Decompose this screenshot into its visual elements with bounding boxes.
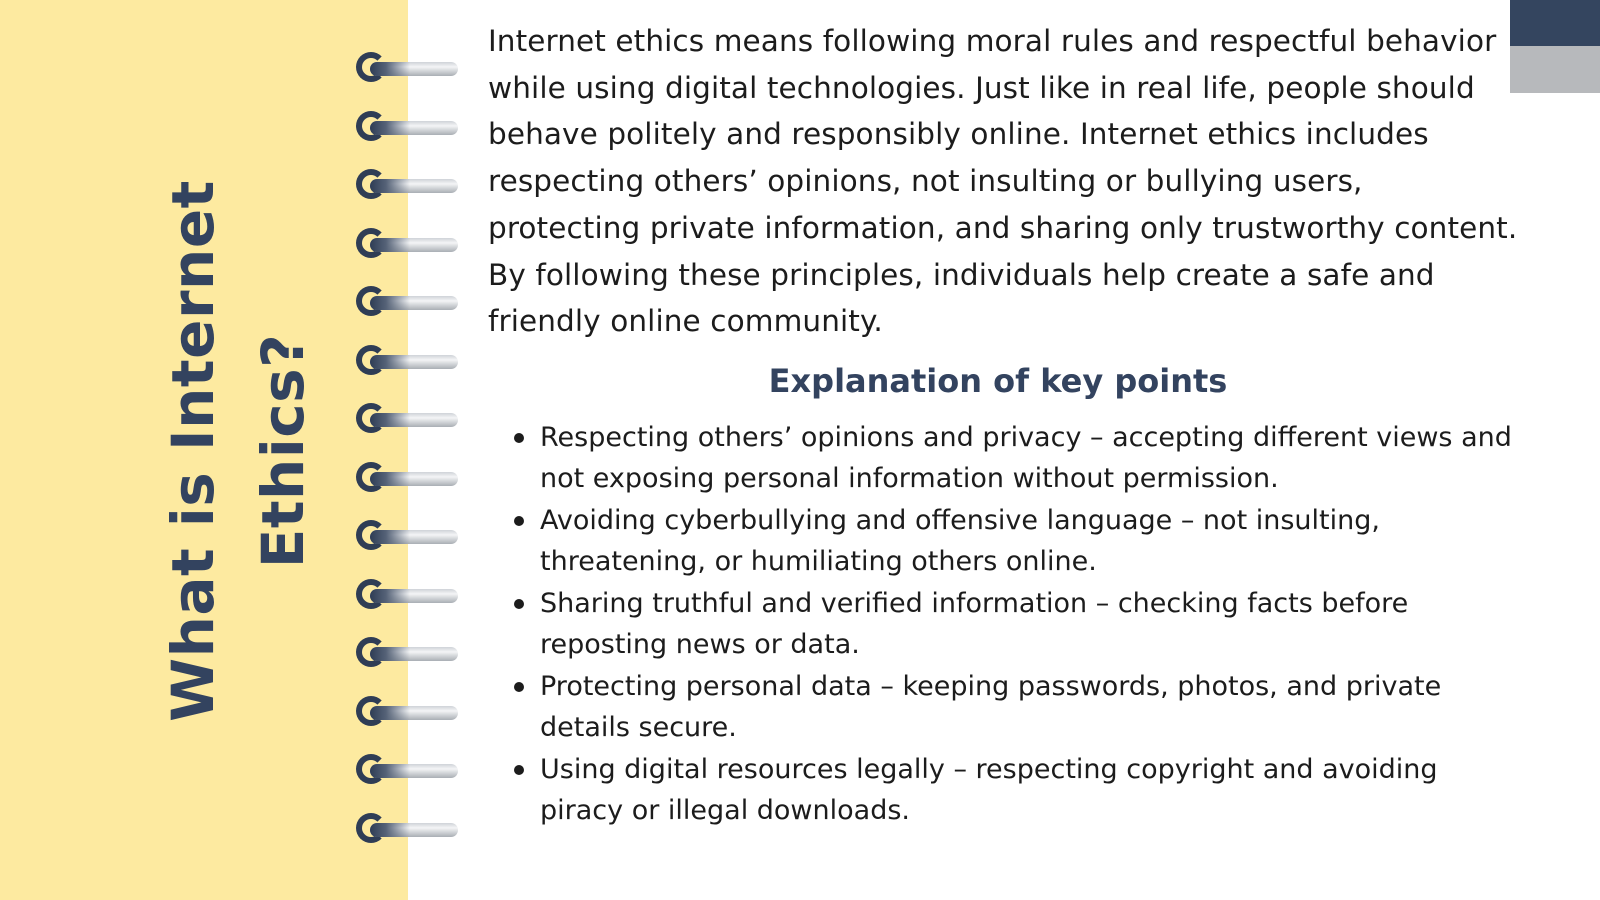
list-item-text: Sharing truthful and verified information – checking facts before reposting news or data. xyxy=(540,587,1409,661)
spiral-ring-wire xyxy=(370,62,458,76)
list-item-text: Avoiding cyberbullying and offensive language – not insulting, threatening, or humiliating others online. xyxy=(540,504,1380,578)
spiral-ring-wire xyxy=(370,296,458,310)
spiral-ring xyxy=(356,286,462,320)
key-points-list xyxy=(488,417,1518,832)
spiral-ring-wire xyxy=(370,238,458,252)
corner-accent-dark xyxy=(1510,0,1600,46)
spiral-ring-wire xyxy=(370,472,458,486)
spiral-ring xyxy=(356,228,462,262)
list-item-text: Using digital resources legally – respecting copyright and avoiding piracy or illegal downloads. xyxy=(540,753,1438,827)
list-item-text: Protecting personal data – keeping passwords, photos, and private details secure. xyxy=(540,670,1442,744)
spiral-ring xyxy=(356,579,462,613)
page-title-line-2: Ethics? xyxy=(249,333,317,569)
spiral-ring-wire xyxy=(370,413,458,427)
intro-paragraph: Internet ethics means following moral rules and respectful behavior while using digital technologies. Just like in real life, people should behave politely and responsibly online. Internet ethics includes respecting others’ opinions, not insulting or bullying users, protecting private information, and sharing only trustworthy content. By following these principles, individuals help create a safe and friendly online community. xyxy=(488,24,1518,339)
spiral-ring xyxy=(356,111,462,145)
spiral-ring-wire xyxy=(370,179,458,193)
list-item xyxy=(488,749,1518,832)
list-item xyxy=(488,417,1518,500)
spiral-ring-wire xyxy=(370,355,458,369)
page-title-line-1: What is Internet xyxy=(159,180,227,722)
spiral-ring xyxy=(356,696,462,730)
spiral-ring-wire xyxy=(370,764,458,778)
bullet-dot-icon xyxy=(514,682,524,692)
bullet-dot-icon xyxy=(514,516,524,526)
spiral-ring xyxy=(356,169,462,203)
list-item xyxy=(488,666,1518,749)
section-heading: Explanation of key points xyxy=(768,361,1228,400)
page-title xyxy=(148,131,328,771)
spiral-ring xyxy=(356,813,462,847)
spiral-ring xyxy=(356,403,462,437)
spiral-ring-wire xyxy=(370,589,458,603)
corner-accent-grey xyxy=(1510,46,1600,93)
spiral-ring-wire xyxy=(370,706,458,720)
spiral-ring-wire xyxy=(370,121,458,135)
spiral-ring xyxy=(356,462,462,496)
spiral-ring xyxy=(356,52,462,86)
spiral-ring xyxy=(356,754,462,788)
list-item xyxy=(488,583,1518,666)
list-item xyxy=(488,500,1518,583)
content-area xyxy=(488,18,1518,832)
spiral-ring-wire xyxy=(370,823,458,837)
spiral-ring-wire xyxy=(370,647,458,661)
spiral-ring-wire xyxy=(370,530,458,544)
spiral-ring xyxy=(356,520,462,554)
bullet-dot-icon xyxy=(514,765,524,775)
spiral-binding xyxy=(356,0,466,900)
spiral-ring xyxy=(356,637,462,671)
list-item-text: Respecting others’ opinions and privacy – accepting different views and not exposing personal information without permission. xyxy=(540,421,1512,495)
spiral-ring xyxy=(356,345,462,379)
bullet-dot-icon xyxy=(514,599,524,609)
bullet-dot-icon xyxy=(514,433,524,443)
